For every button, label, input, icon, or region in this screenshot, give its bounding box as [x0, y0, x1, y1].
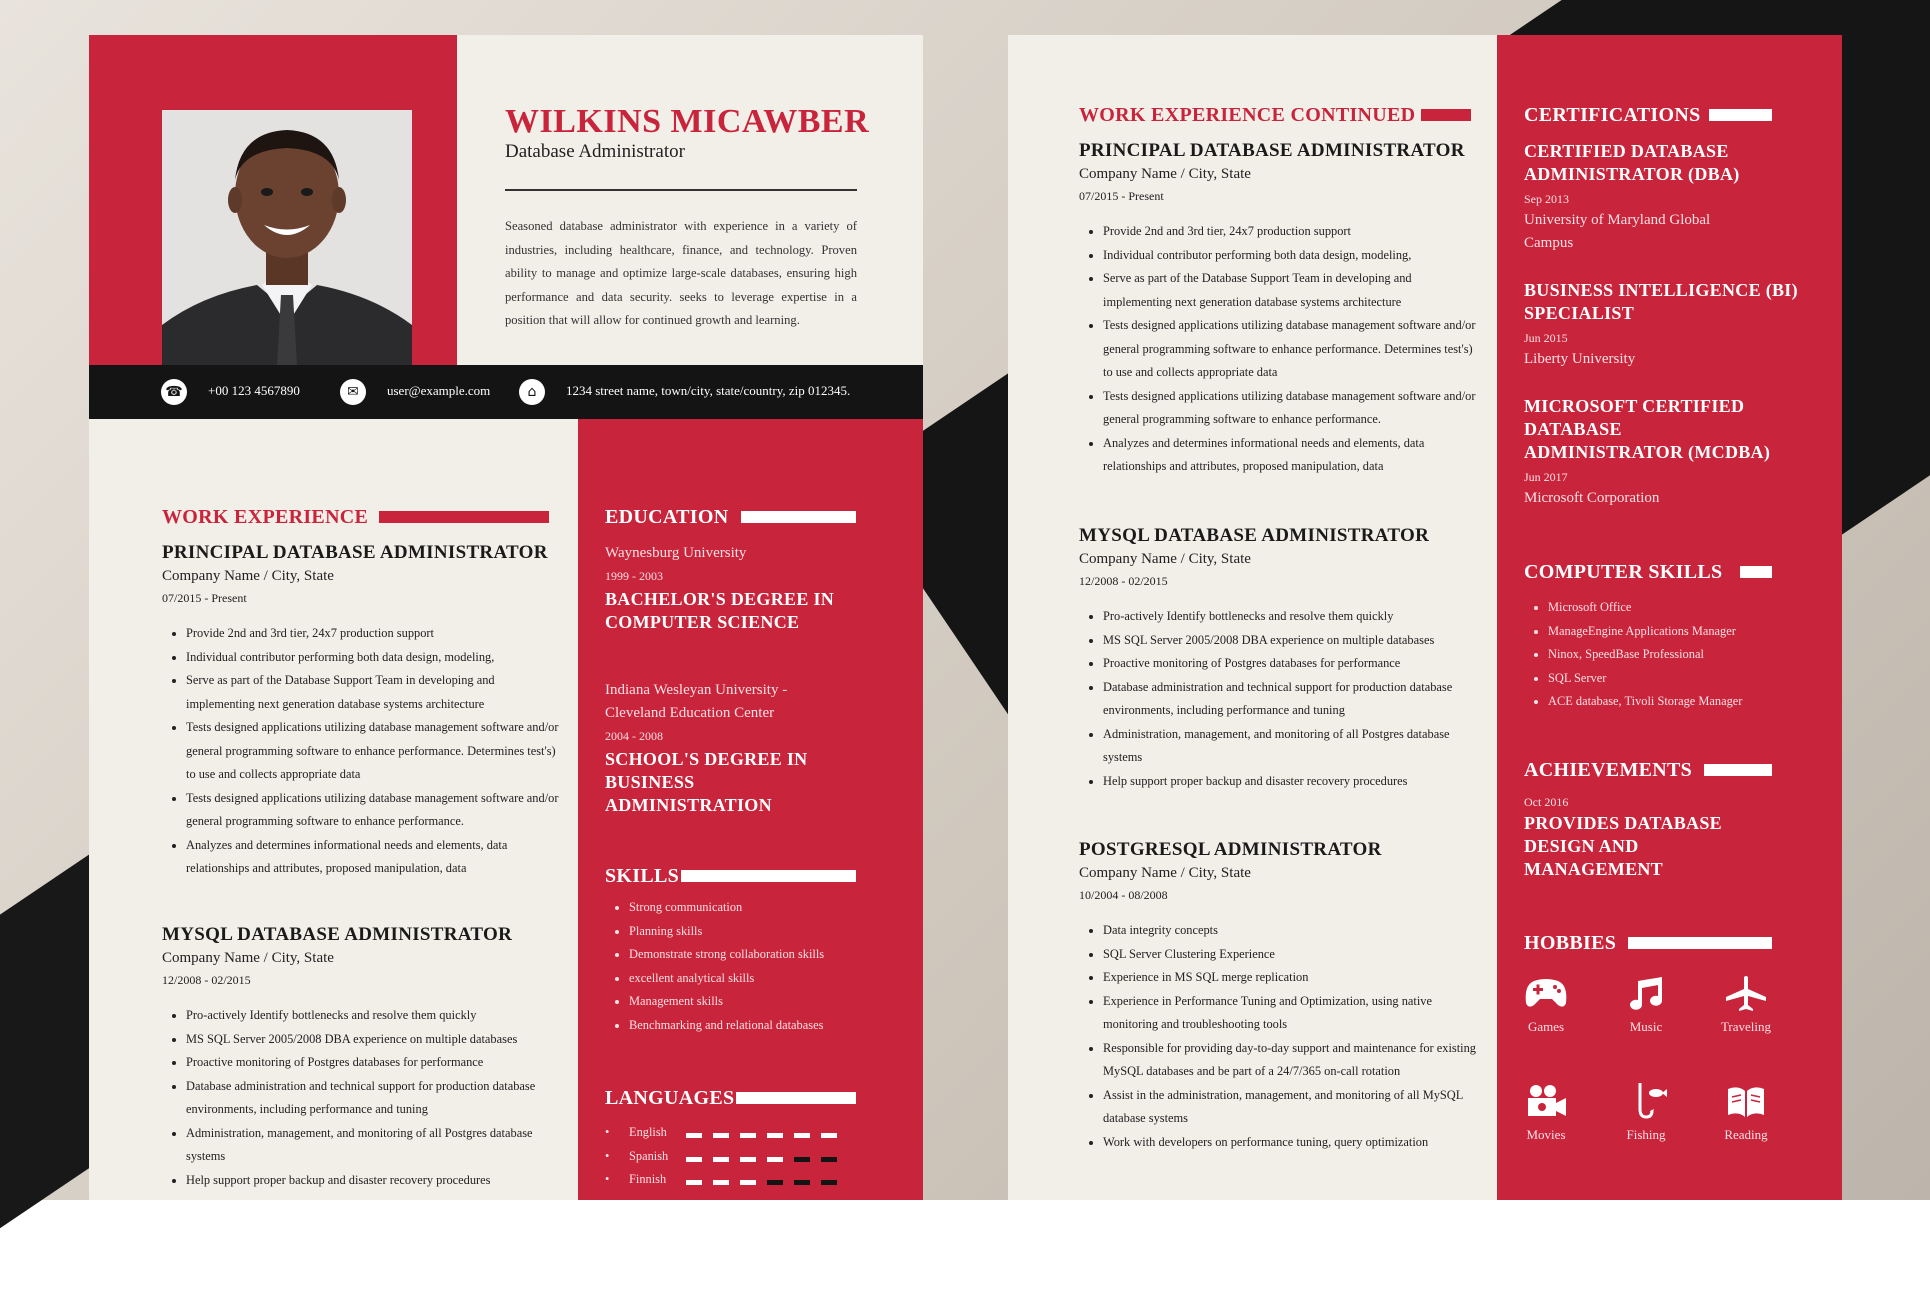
candidate-role: Database Administrator [505, 141, 685, 162]
list-item: • excellent analytical skills [629, 967, 905, 991]
movie-camera-icon [1524, 1083, 1568, 1119]
list-item: • Assist in the administration, management, and monitoring of all MySQL database systems [1103, 1084, 1479, 1131]
job-bullets [162, 1004, 562, 1192]
cert-date: Jun 2017 [1524, 470, 1568, 484]
job-entry [1079, 839, 1479, 1154]
level-dash-filled [713, 1157, 729, 1162]
list-item: • Tests designed applications utilizing database management software and/or general programming software to enhance performance. [1103, 385, 1479, 432]
resume-page-2 [1008, 35, 1842, 1200]
hobby-item [1606, 1083, 1686, 1143]
languages-heading: LANGUAGES [605, 1087, 735, 1109]
job-bullets [1079, 605, 1479, 793]
heading-bar [736, 1092, 856, 1104]
work-column [89, 419, 578, 1200]
list-item: • Management skills [629, 990, 905, 1014]
achievements-heading: ACHIEVEMENTS [1524, 759, 1693, 781]
achievement-entry [1524, 795, 1754, 881]
profile-photo [162, 110, 412, 365]
achievement-date: Oct 2016 [1524, 795, 1569, 809]
hobby-item [1606, 975, 1686, 1035]
list-item: • Demonstrate strong collaboration skills [629, 943, 905, 967]
phone-icon: ☎ [161, 379, 187, 405]
heading-bar [1709, 109, 1772, 121]
language-name: Finnish [629, 1172, 667, 1186]
list-item: • Serve as part of the Database Support Team in developing and implementing next generation database systems architecture [1103, 267, 1479, 314]
list-item: • Database administration and technical support for production database environments, including performance and tuning [186, 1075, 562, 1122]
fishing-icon [1624, 1083, 1668, 1119]
list-item: • Database administration and technical support for production database environments, including performance and tuning [1103, 676, 1479, 723]
contact-phone: +00 123 4567890 [208, 383, 300, 398]
hobby-item [1706, 975, 1786, 1035]
heading-bar [1628, 937, 1772, 949]
list-item: • Provide 2nd and 3rd tier, 24x7 production support [186, 622, 562, 646]
edu-school: Waynesburg University [605, 545, 747, 561]
gamepad-icon [1524, 975, 1568, 1011]
job-bullets [1079, 919, 1479, 1154]
level-dash-empty [794, 1157, 810, 1162]
hobby-item [1506, 1083, 1586, 1143]
hobby-label: Fishing [1626, 1127, 1666, 1142]
job-company: Company Name / City, State [162, 950, 334, 966]
job-date: 07/2015 - Present [1079, 189, 1164, 203]
cert-name: MICROSOFT CERTIFIED DATABASE ADMINISTRATOR (MCDBA) [1524, 396, 1771, 462]
hobby-label: Reading [1724, 1127, 1768, 1142]
hobby-label: Games [1527, 1019, 1565, 1034]
header-red-block [89, 35, 457, 365]
level-dash-empty [821, 1180, 837, 1185]
hobby-label: Music [1629, 1019, 1663, 1034]
edu-years: 2004 - 2008 [605, 729, 663, 743]
list-item: • Tests designed applications utilizing database management software and/or general programming software to enhance performance. Determines test's) to use and collects appropriate data [186, 716, 562, 787]
work-experience-heading: WORK EXPERIENCE [162, 506, 369, 528]
list-item: • Serve as part of the Database Support Team in developing and implementing next generation database systems architecture [186, 669, 562, 716]
computer-skills-heading: COMPUTER SKILLS [1524, 561, 1723, 583]
hobby-item [1506, 975, 1586, 1035]
list-item: • Benchmarking and relational databases [629, 1014, 905, 1038]
job-date: 07/2015 - Present [162, 591, 247, 605]
level-dash-filled [740, 1157, 756, 1162]
sidebar-red [578, 419, 923, 1200]
list-item: • Proactive monitoring of Postgres databases for performance [186, 1051, 562, 1075]
heading-bar [681, 870, 856, 882]
level-dash-filled [686, 1157, 702, 1162]
level-dash-empty [767, 1180, 783, 1185]
resume-page-1 [89, 35, 923, 1200]
list-item: • MS SQL Server 2005/2008 DBA experience on multiple databases [1103, 629, 1479, 653]
header-divider [505, 189, 857, 191]
list-item: • Analyzes and determines informational needs and elements, data relationships and attributes, proposed manipulation, data [186, 834, 562, 881]
list-item: • Administration, management, and monitoring of all Postgres database systems [186, 1122, 562, 1169]
cert-date: Jun 2015 [1524, 331, 1568, 345]
computer-skills-list [1524, 596, 1824, 714]
heading-bar [1740, 566, 1772, 578]
list-item: • ManageEngine Applications Manager [1548, 620, 1824, 644]
hobby-label: Traveling [1720, 1019, 1772, 1034]
job-bullets [162, 622, 562, 881]
edu-degree: SCHOOL'S DEGREE IN BUSINESS ADMINISTRATION [605, 749, 808, 815]
job-entry [162, 924, 562, 1192]
skills-heading: SKILLS [605, 865, 680, 887]
certifications-heading: CERTIFICATIONS [1524, 104, 1701, 126]
email-icon: ✉ [340, 379, 366, 405]
level-dash-filled [821, 1133, 837, 1138]
job-entry [1079, 140, 1479, 479]
achievement-title: PROVIDES DATABASE DESIGN AND MANAGEMENT [1524, 813, 1722, 879]
candidate-name: WILKINS MICAWBER [505, 103, 870, 140]
job-date: 12/2008 - 02/2015 [1079, 574, 1168, 588]
list-item: • Data integrity concepts [1103, 919, 1479, 943]
job-date: 10/2004 - 08/2008 [1079, 888, 1168, 902]
certification-entry [1524, 140, 1814, 255]
level-dash-filled [713, 1180, 729, 1185]
level-dash-filled [767, 1133, 783, 1138]
list-item: • MS SQL Server 2005/2008 DBA experience on multiple databases [186, 1028, 562, 1052]
certification-entry [1524, 395, 1784, 510]
list-item: • Responsible for providing day-to-day support and maintenance for existing MySQL databases and be part of a 24/7/365 on-call rotation [1103, 1037, 1479, 1084]
job-company: Company Name / City, State [162, 568, 334, 584]
list-item: • Pro-actively Identify bottlenecks and resolve them quickly [1103, 605, 1479, 629]
contact-address: 1234 street name, town/city, state/country, zip 012345. [566, 383, 851, 398]
work-continued-heading: WORK EXPERIENCE CONTINUED [1079, 104, 1416, 126]
cert-date: Sep 2013 [1524, 192, 1569, 206]
list-item: • Individual contributor performing both data design, modeling, [1103, 244, 1479, 268]
profile-summary: Seasoned database administrator with experience in a variety of industries, including healthcare, finance, and technology. Proven ability to manage and optimize large-scale databases, ensuring high performance and data security. seeks to leverage expertise in a position that will allow for continued growth and learning. [505, 219, 857, 327]
list-item: • Experience in Performance Tuning and Optimization, using native monitoring and troubleshooting tools [1103, 990, 1479, 1037]
level-dash-filled [740, 1180, 756, 1185]
list-item: • Analyzes and determines informational needs and elements, data relationships and attributes, proposed manipulation, data [1103, 432, 1479, 479]
cert-name: BUSINESS INTELLIGENCE (BI) SPECIALIST [1524, 280, 1798, 323]
bullet-dot: • [605, 1148, 610, 1163]
edu-degree: BACHELOR'S DEGREE IN COMPUTER SCIENCE [605, 589, 835, 632]
list-item: • Help support proper backup and disaster recovery procedures [186, 1169, 562, 1193]
job-title: MYSQL DATABASE ADMINISTRATOR [162, 924, 513, 945]
list-item: • Experience in MS SQL merge replication [1103, 966, 1479, 990]
job-company: Company Name / City, State [1079, 551, 1251, 567]
list-item: • Administration, management, and monitoring of all Postgres database systems [1103, 723, 1479, 770]
cert-org: Liberty University [1524, 351, 1636, 367]
job-entry [1079, 525, 1479, 793]
education-heading: EDUCATION [605, 506, 729, 528]
list-item: • Help support proper backup and disaster recovery procedures [1103, 770, 1479, 794]
job-entry [162, 542, 562, 881]
home-icon: ⌂ [519, 379, 545, 405]
book-icon [1724, 1083, 1768, 1119]
cert-name: CERTIFIED DATABASE ADMINISTRATOR (DBA) [1524, 141, 1740, 184]
level-dash-empty [794, 1180, 810, 1185]
skills-list [605, 896, 905, 1037]
edu-school: Indiana Wesleyan University - Cleveland Education Center [605, 682, 788, 721]
work-column-continued [1008, 35, 1497, 1200]
job-title: PRINCIPAL DATABASE ADMINISTRATOR [1079, 140, 1465, 161]
level-dash-filled [713, 1133, 729, 1138]
list-item: • Strong communication [629, 896, 905, 920]
job-company: Company Name / City, State [1079, 166, 1251, 182]
language-row [605, 1149, 905, 1171]
language-name: English [629, 1125, 667, 1139]
bullet-dot: • [605, 1125, 610, 1139]
music-note-icon [1624, 975, 1668, 1011]
job-title: POSTGRESQL ADMINISTRATOR [1079, 839, 1382, 860]
sidebar-red-page-2 [1497, 35, 1842, 1200]
level-dash-filled [767, 1157, 783, 1162]
certification-entry [1524, 279, 1814, 371]
cert-org: University of Maryland Global Campus [1524, 212, 1711, 251]
hobby-item [1706, 1083, 1786, 1143]
heading-bar [379, 511, 549, 523]
list-item: • Tests designed applications utilizing database management software and/or general programming software to enhance performance. Determines test's) to use and collects appropriate data [1103, 314, 1479, 385]
airplane-icon [1724, 975, 1768, 1011]
job-company: Company Name / City, State [1079, 865, 1251, 881]
list-item: • Provide 2nd and 3rd tier, 24x7 production support [1103, 220, 1479, 244]
heading-bar [741, 511, 856, 523]
list-item: • Ninox, SpeedBase Professional [1548, 643, 1824, 667]
cert-org: Microsoft Corporation [1524, 490, 1660, 506]
education-entry [605, 679, 815, 817]
job-title: PRINCIPAL DATABASE ADMINISTRATOR [162, 542, 548, 563]
heading-bar [1704, 764, 1772, 776]
list-item: • Tests designed applications utilizing database management software and/or general programming software to enhance performance. [186, 787, 562, 834]
list-item: • Work with developers on performance tuning, query optimization [1103, 1131, 1479, 1155]
language-row [605, 1172, 905, 1194]
language-row [605, 1125, 905, 1147]
list-item: • Proactive monitoring of Postgres databases for performance [1103, 652, 1479, 676]
level-dash-filled [686, 1180, 702, 1185]
heading-bar [1421, 109, 1471, 121]
job-title: MYSQL DATABASE ADMINISTRATOR [1079, 525, 1430, 546]
level-dash-filled [794, 1133, 810, 1138]
contact-bar [89, 365, 923, 419]
list-item: • ACE database, Tivoli Storage Manager [1548, 690, 1824, 714]
edu-years: 1999 - 2003 [605, 569, 663, 583]
list-item: • Microsoft Office [1548, 596, 1824, 620]
bullet-dot: • [605, 1172, 610, 1186]
hobbies-heading: HOBBIES [1524, 932, 1617, 954]
level-dash-filled [686, 1133, 702, 1138]
job-bullets [1079, 220, 1479, 479]
language-name: Spanish [629, 1148, 669, 1163]
level-dash-filled [740, 1133, 756, 1138]
contact-email: user@example.com [387, 383, 491, 398]
level-dash-empty [821, 1157, 837, 1162]
list-item: • Planning skills [629, 920, 905, 944]
list-item: • Pro-actively Identify bottlenecks and resolve them quickly [186, 1004, 562, 1028]
list-item: • SQL Server Clustering Experience [1103, 943, 1479, 967]
hobby-label: Movies [1526, 1127, 1566, 1142]
list-item: • SQL Server [1548, 667, 1824, 691]
list-item: • Individual contributor performing both data design, modeling, [186, 646, 562, 670]
job-date: 12/2008 - 02/2015 [162, 973, 251, 987]
education-entry [605, 542, 905, 634]
